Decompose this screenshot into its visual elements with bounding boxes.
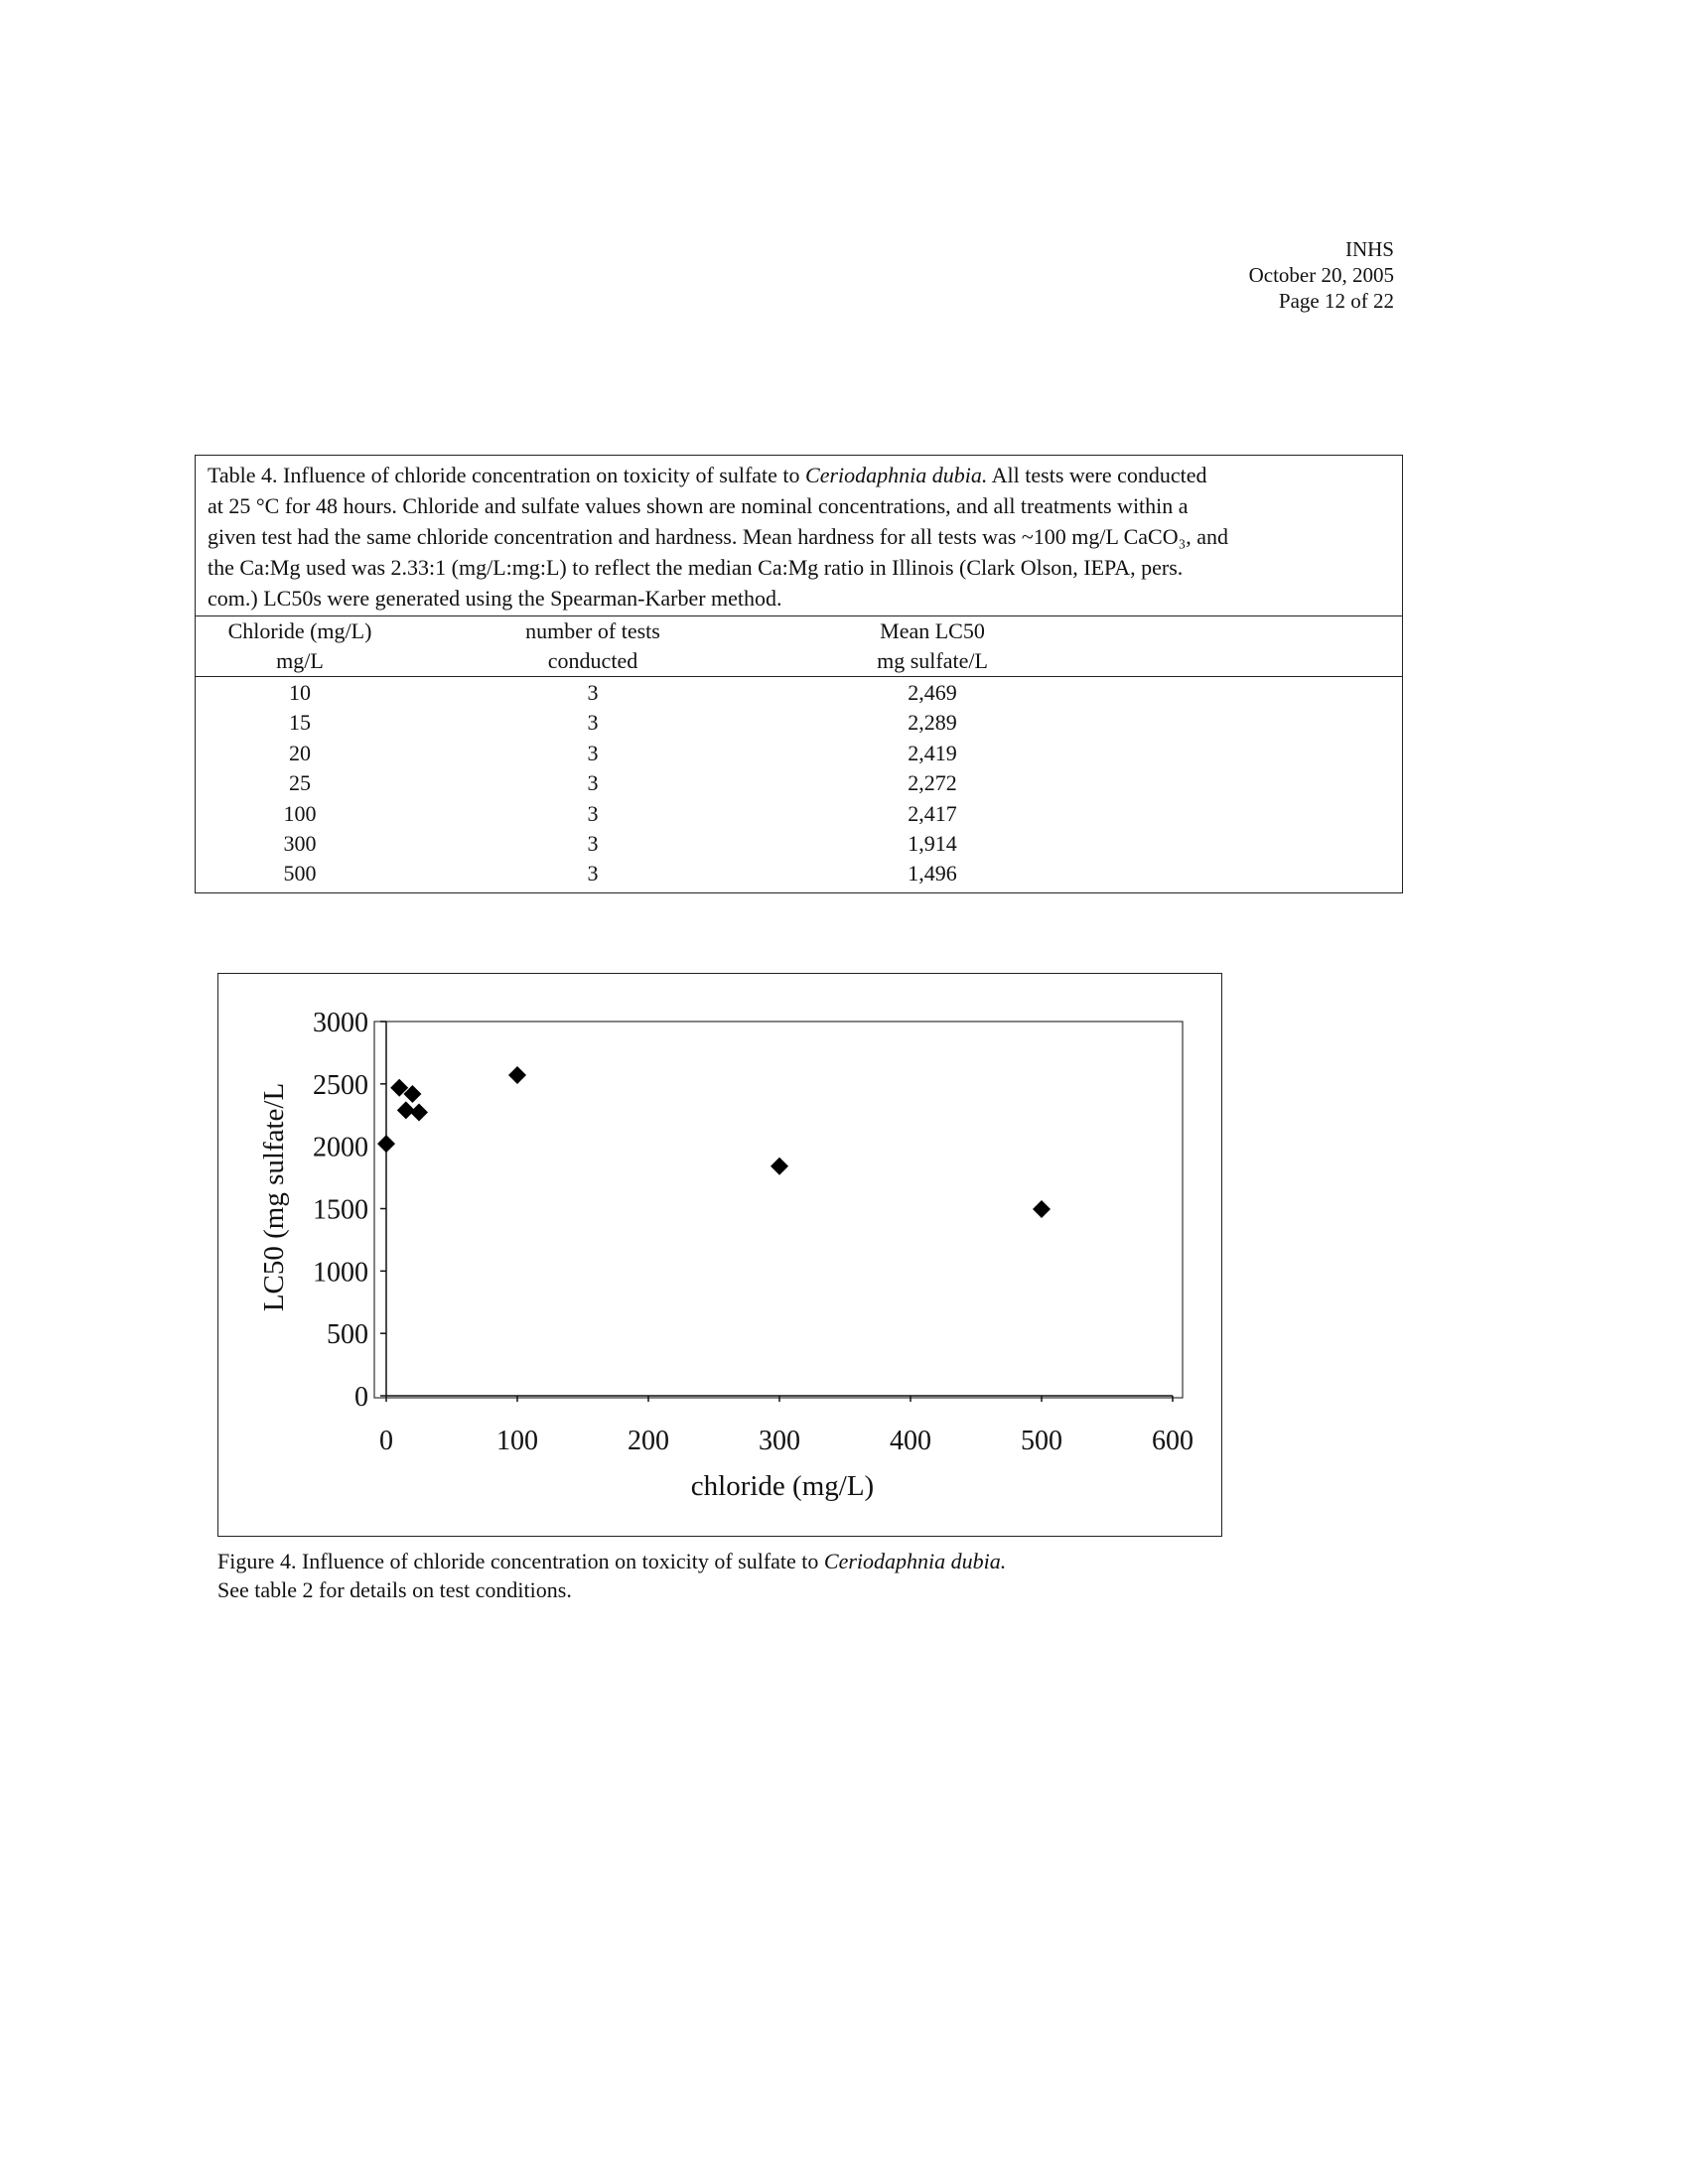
column-header-lc50-unit: mg sulfate/L <box>877 648 988 673</box>
x-tick-label: 300 <box>759 1426 800 1456</box>
column-header-tests: number of tests <box>525 618 660 643</box>
data-point <box>1033 1200 1051 1218</box>
table-divider <box>196 615 1402 616</box>
table-caption-line <box>208 460 1389 490</box>
caption-text: Table 4. Influence of chloride concentration on toxicity of sulfate to <box>208 463 806 487</box>
column-header-tests-sub: conducted <box>547 648 638 673</box>
cell-chloride: 500 <box>283 861 317 887</box>
x-tick-label: 600 <box>1152 1426 1193 1456</box>
cell-lc50: 1,914 <box>908 831 957 856</box>
data-point <box>397 1101 415 1119</box>
y-tick-label: 500 <box>327 1319 368 1351</box>
figure-4 <box>217 973 1222 1537</box>
y-tick-label: 1500 <box>313 1194 368 1226</box>
figure-caption-species: Ceriodaphnia dubia. <box>823 1549 1007 1573</box>
column-header-lc50: Mean LC50 <box>880 618 985 643</box>
cell-chloride: 20 <box>289 740 311 765</box>
axes <box>313 1008 1193 1456</box>
table-caption <box>208 460 1389 614</box>
cell-tests: 3 <box>587 831 599 856</box>
cell-lc50: 2,417 <box>908 800 957 826</box>
table-4 <box>195 455 1403 893</box>
x-tick-label: 0 <box>379 1426 393 1456</box>
x-tick-label: 100 <box>496 1426 538 1456</box>
data-point <box>377 1135 395 1153</box>
figure-caption-text: Figure 4. Influence of chloride concentration on toxicity of sulfate to <box>217 1549 824 1573</box>
figure-caption-line-1 <box>217 1547 1310 1575</box>
table-caption-line: com.) LC50s were generated using the Spearman-Karber method. <box>208 586 782 611</box>
figure-caption-line-2: See table 2 for details on test conditions. <box>217 1577 572 1602</box>
table-caption-line: the Ca:Mg used was 2.33:1 (mg/L:mg:L) to reflect the median Ca:Mg ratio in Illinois (Clark Olson, IEPA, pers. <box>208 555 1184 580</box>
cell-tests: 3 <box>587 680 599 705</box>
cell-chloride: 300 <box>283 831 317 856</box>
data-point <box>771 1158 788 1175</box>
scatter-chart <box>218 974 1223 1538</box>
x-tick-label: 500 <box>1021 1426 1062 1456</box>
cell-tests: 3 <box>587 740 599 765</box>
figure-caption <box>217 1547 1310 1604</box>
y-tick-label: 2500 <box>313 1069 368 1101</box>
y-tick-label: 2000 <box>313 1132 368 1163</box>
header-org: INHS <box>1344 237 1394 261</box>
cell-chloride: 100 <box>283 800 317 826</box>
cell-tests: 3 <box>587 800 599 826</box>
x-tick-label: 400 <box>890 1426 931 1456</box>
header-page-number: Page 12 of 22 <box>1278 289 1394 313</box>
page-header <box>997 236 1394 314</box>
x-axis-label: chloride (mg/L) <box>690 1470 875 1502</box>
y-tick-label: 1000 <box>313 1257 368 1289</box>
cell-tests: 3 <box>587 770 599 796</box>
data-point <box>410 1103 428 1121</box>
caption-species: Ceriodaphnia dubia. <box>805 463 988 487</box>
cell-tests: 3 <box>587 861 599 887</box>
cell-lc50: 2,289 <box>908 710 957 736</box>
y-axis-label: LC50 (mg sulfate/L <box>258 1082 290 1312</box>
y-tick-label: 0 <box>354 1382 368 1413</box>
column-header-chloride-unit: mg/L <box>276 648 324 673</box>
table-caption-line: at 25 °C for 48 hours. Chloride and sulfate values shown are nominal concentrations, and all treatments within a <box>208 493 1189 518</box>
caption-text: All tests were conducted <box>987 463 1207 487</box>
cell-lc50: 2,469 <box>908 680 957 705</box>
plot-area-border <box>374 1022 1183 1398</box>
plot-frame <box>374 1022 1183 1398</box>
cell-lc50: 2,272 <box>908 770 957 796</box>
table-header-divider <box>196 676 1402 677</box>
column-header-chloride: Chloride (mg/L) <box>227 618 372 643</box>
data-points <box>377 1066 1051 1218</box>
cell-tests: 3 <box>587 710 599 736</box>
cell-chloride: 25 <box>289 770 311 796</box>
table-caption-line: given test had the same chloride concentration and hardness. Mean hardness for all tests was ~100 mg/L CaCO₃, and <box>208 524 1229 549</box>
cell-lc50: 2,419 <box>908 740 957 765</box>
cell-chloride: 10 <box>289 680 311 705</box>
cell-lc50: 1,496 <box>908 861 957 887</box>
x-tick-label: 200 <box>628 1426 669 1456</box>
header-date: October 20, 2005 <box>1248 263 1394 287</box>
cell-chloride: 15 <box>289 710 311 736</box>
data-point <box>508 1066 526 1084</box>
y-tick-label: 3000 <box>313 1008 368 1038</box>
